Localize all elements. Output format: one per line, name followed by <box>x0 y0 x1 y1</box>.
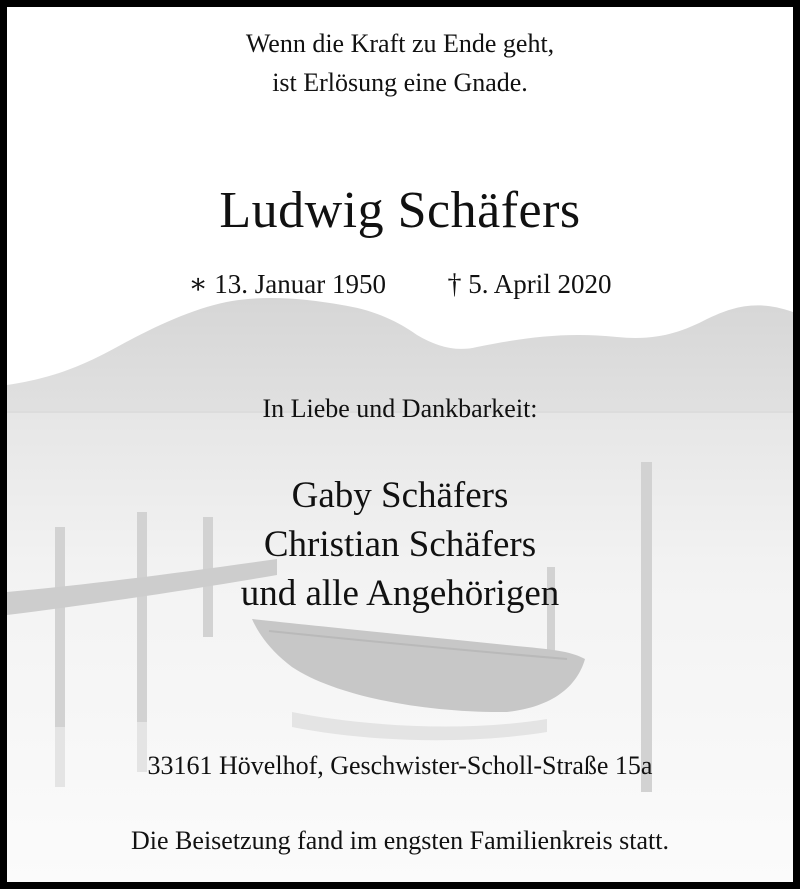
mourner-2: Christian Schäfers <box>263 524 537 565</box>
deceased-name: Ludwig Schäfers <box>219 182 581 239</box>
funeral-note: Die Beisetzung fand im engsten Familienkreis statt. <box>131 826 669 855</box>
birth-date: 13. Januar 1950 <box>214 269 386 299</box>
mourner-3: und alle Angehörigen <box>240 573 560 614</box>
death-date: 5. April 2020 <box>468 269 612 299</box>
verse-line-2: ist Erlösung eine Gnade. <box>272 68 528 97</box>
dedication-text: In Liebe und Dankbarkeit: <box>262 394 538 423</box>
birth-star-icon: ∗ <box>188 269 208 300</box>
verse-line-1: Wenn die Kraft zu Ende geht, <box>245 29 555 58</box>
death-cross-icon: † <box>447 269 462 300</box>
life-dates <box>7 271 793 299</box>
address: 33161 Hövelhof, Geschwister-Scholl-Straße 15a <box>147 751 653 780</box>
mourner-1: Gaby Schäfers <box>291 475 509 516</box>
